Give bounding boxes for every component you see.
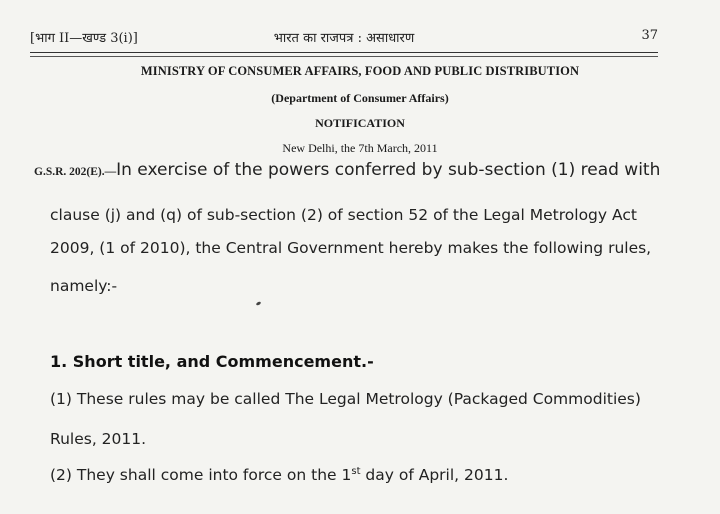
gsr-text-line3: 2009, (1 of 2010), the Central Government hereby makes the following rules, (50, 239, 652, 257)
header-rule-bottom (30, 56, 658, 57)
rule-1-line2: Rules, 2011. (50, 430, 147, 448)
page-number: 37 (641, 28, 658, 43)
rule-2-line (50, 466, 508, 484)
gsr-text-line2: clause (j) and (q) of sub-section (2) of section 52 of the Legal Metrology Act (50, 206, 637, 224)
gsr-text-line4: namely:- (50, 277, 118, 295)
notification-title: NOTIFICATION (315, 116, 405, 130)
section-1-title: 1. Short title, and Commencement.- (50, 352, 374, 371)
gsr-text-line1: In exercise of the powers conferred by sub-section (1) read with (116, 160, 661, 180)
gsr-code: G.S.R. 202(E).— (34, 166, 117, 178)
rule-1-line1: (1) These rules may be called The Legal Metrology (Packaged Commodities) (50, 390, 641, 408)
dateline: New Delhi, the 7th March, 2011 (282, 141, 438, 155)
department-heading: (Department of Consumer Affairs) (271, 91, 449, 105)
rule-2-ordinal-suffix: st (351, 466, 361, 477)
scan-speck (256, 301, 262, 306)
page-header (30, 28, 658, 48)
header-rule-top (30, 52, 658, 53)
header-part-label: [भाग II—खण्ड 3(i)] (30, 31, 138, 46)
ministry-heading: MINISTRY OF CONSUMER AFFAIRS, FOOD AND PUBLIC DISTRIBUTION (140, 64, 580, 78)
rule-2-text-pre: (2) They shall come into force on the 1 (50, 466, 352, 485)
header-gazette-title: भारत का राजपत्र : असाधारण (273, 31, 415, 46)
gsr-first-line (34, 160, 660, 180)
rule-2-text-post: day of April, 2011. (360, 466, 509, 485)
